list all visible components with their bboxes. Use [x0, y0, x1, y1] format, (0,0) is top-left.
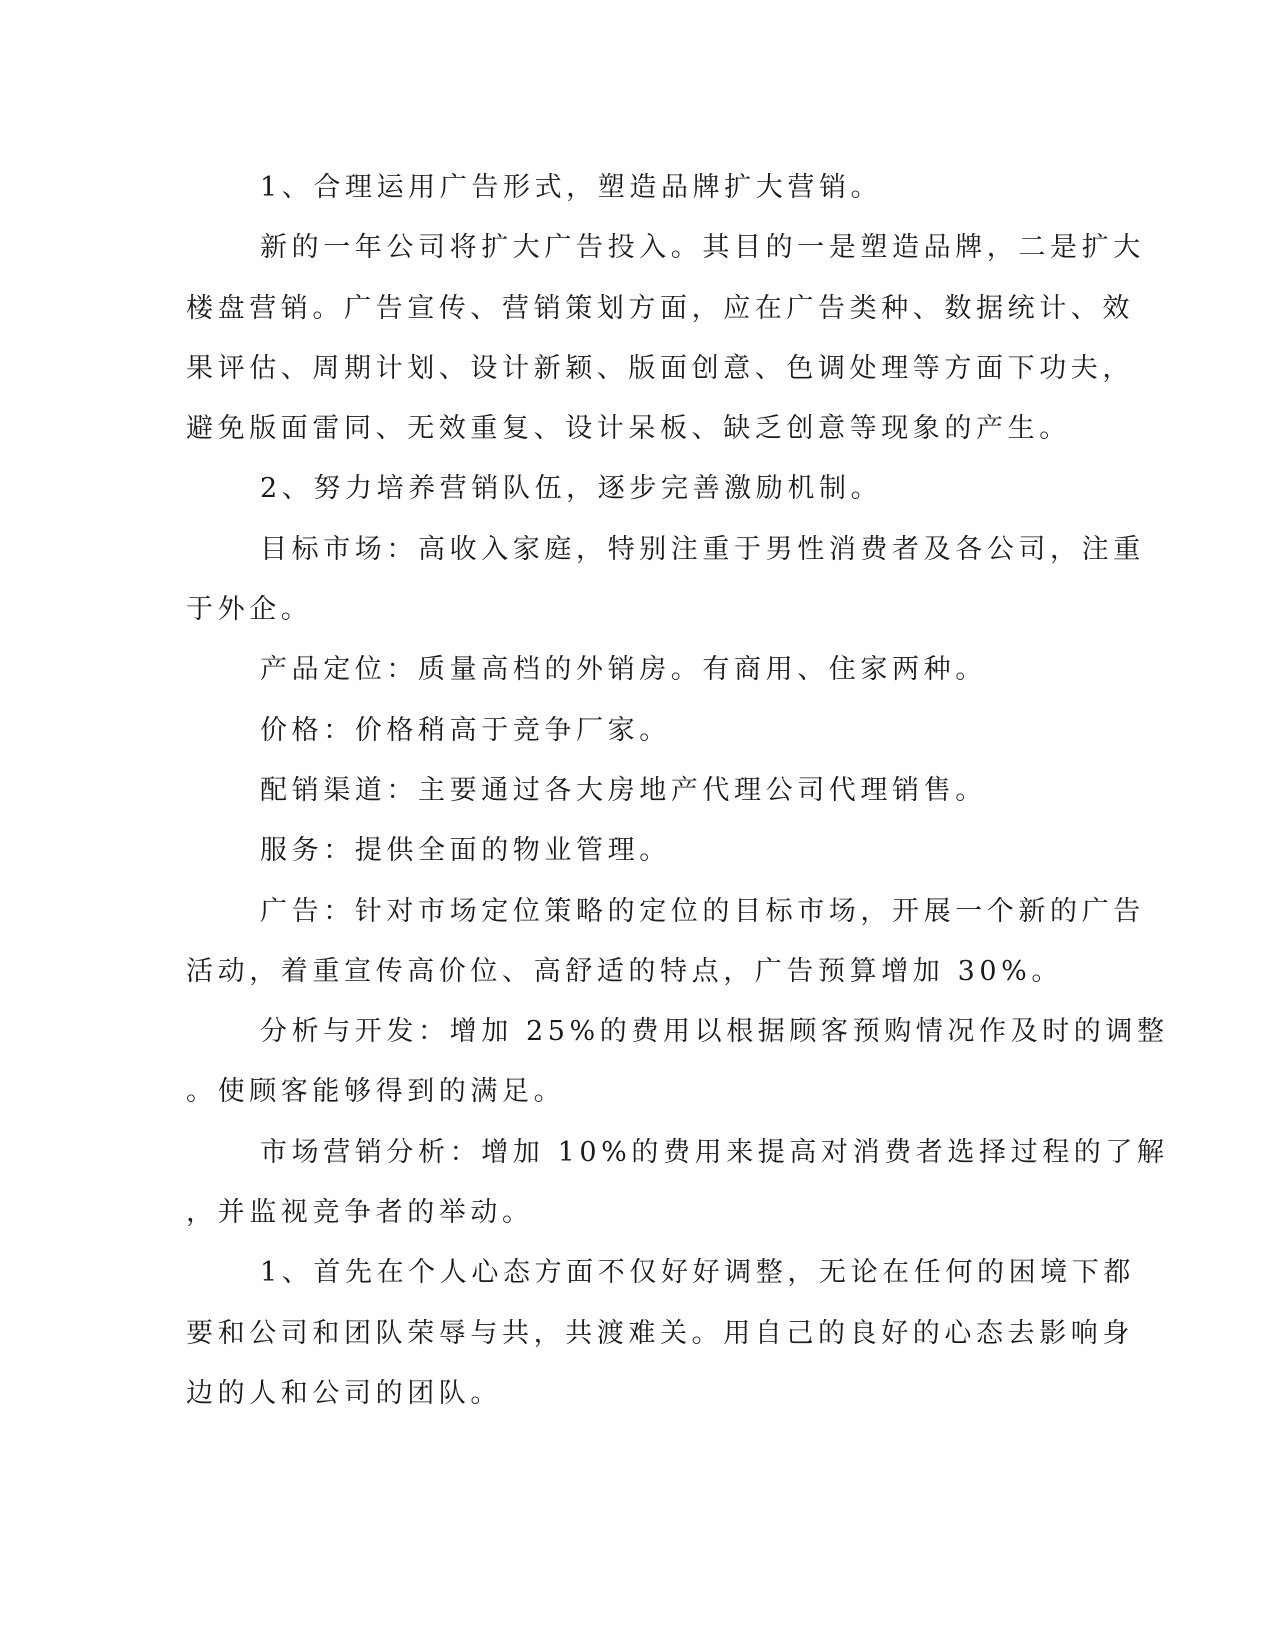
text-line: 1、首先在个人心态方面不仅好好调整，无论在任何的困境下都 [260, 1257, 1135, 1289]
text-line: 2、努力培养营销队伍，逐步完善激励机制。 [260, 473, 883, 505]
document-body [186, 158, 1169, 1424]
text-line: 新的一年公司将扩大广告投入。其目的一是塑造品牌，二是扩大 [260, 232, 1145, 264]
text-line: 活动，着重宣传高价位、高舒适的特点，广告预算增加 30%。 [186, 955, 1063, 987]
text-line: 市场营销分析：增加 10%的费用来提高对消费者选择过程的了解 [260, 1136, 1169, 1168]
text-line: 。使顾客能够得到的满足。 [186, 1076, 566, 1108]
text-line: 配销渠道：主要通过各大房地产代理公司代理销售。 [260, 774, 987, 806]
text-line: 于外企。 [186, 594, 313, 626]
text-line: 服务：提供全面的物业管理。 [260, 835, 671, 867]
text-line: 广告：针对市场定位策略的定位的目标市场，开展一个新的广告 [260, 895, 1145, 927]
text-line: 产品定位：质量高档的外销房。有商用、住家两种。 [260, 654, 987, 686]
text-line: 要和公司和团队荣辱与共，共渡难关。用自己的良好的心态去影响身 [186, 1317, 1134, 1349]
text-line: 1、合理运用广告形式，塑造品牌扩大营销。 [260, 172, 883, 203]
text-line: 避免版面雷同、无效重复、设计呆板、缺乏创意等现象的产生。 [186, 413, 1071, 445]
text-line: 分析与开发：增加 25%的费用以根据顾客预购情况作及时的调整 [260, 1016, 1169, 1048]
text-line: 目标市场：高收入家庭，特别注重于男性消费者及各公司，注重 [260, 533, 1145, 565]
text-line: 楼盘营销。广告宣传、营销策划方面，应在广告类种、数据统计、效 [186, 292, 1134, 324]
text-line: 价格：价格稍高于竞争厂家。 [260, 714, 671, 746]
text-line: 边的人和公司的团队。 [186, 1377, 502, 1409]
text-line: 果评估、周期计划、设计新颖、版面创意、色调处理等方面下功夫， [186, 352, 1134, 384]
text-line: ，并监视竞争者的举动。 [186, 1197, 534, 1229]
